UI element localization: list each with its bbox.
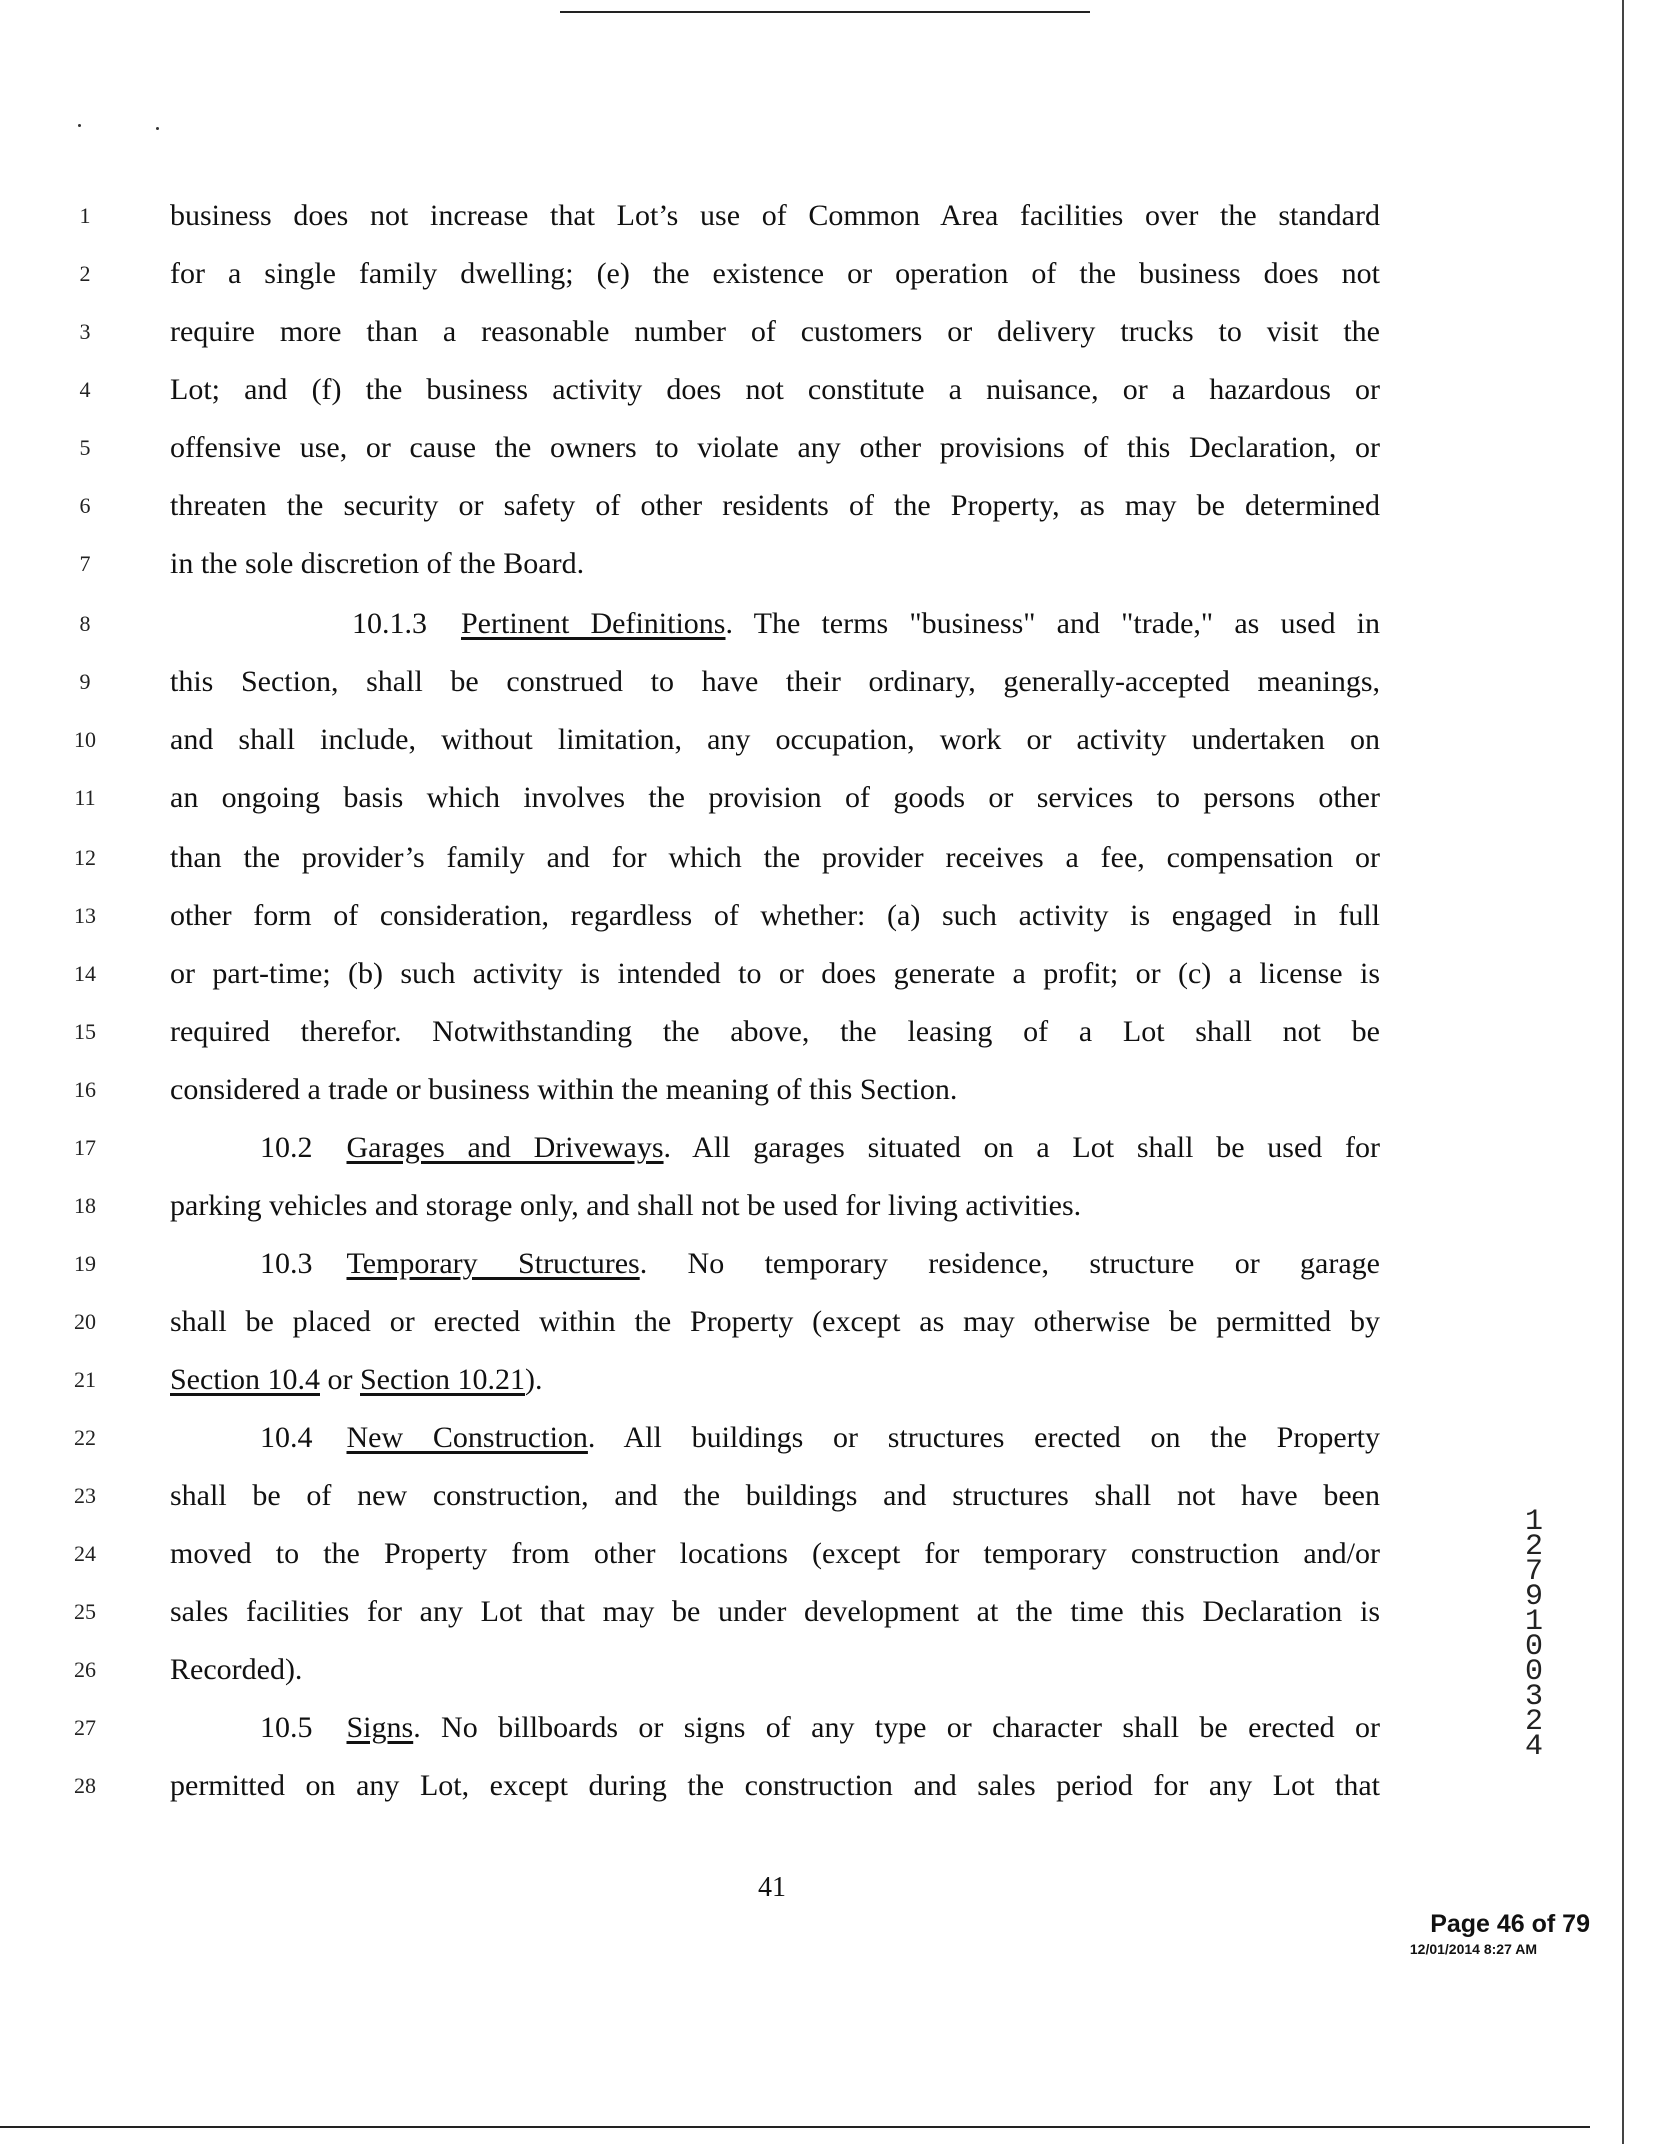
section-title: Pertinent Definitions [461, 607, 726, 640]
line-number: 19 [74, 1251, 96, 1276]
body-line: Recorded). [170, 1653, 303, 1686]
line-number: 20 [74, 1309, 96, 1334]
section-number: 10.1.3 [352, 607, 427, 640]
body-text: or [320, 1363, 360, 1396]
body-line: shall be of new construction, and the buildings and structures shall not have been [170, 1479, 1380, 1512]
section-title: Garages and Driveways [346, 1131, 664, 1164]
scan-speck [156, 127, 159, 130]
section-title: Temporary Structures [346, 1247, 640, 1280]
body-line: moved to the Property from other locations (except for temporary construction and/or [170, 1537, 1380, 1570]
body-line: require more than a reasonable number of customers or delivery trucks to visit the [170, 315, 1380, 348]
line-number: 10 [74, 727, 96, 752]
line-number: 25 [74, 1599, 96, 1624]
line-number: 23 [74, 1483, 96, 1508]
line-number: 26 [74, 1657, 96, 1682]
line-number: 9 [79, 669, 91, 694]
section-title: New Construction [346, 1421, 588, 1454]
body-line: permitted on any Lot, except during the construction and sales period for any Lot that [170, 1769, 1380, 1802]
body-line: threaten the security or safety of other residents of the Property, as may be determined [170, 489, 1380, 522]
line-number: 21 [74, 1367, 96, 1392]
section-10-21-reference: Section 10.21 [360, 1363, 525, 1396]
line-number: 3 [79, 319, 91, 344]
line-number: 11 [74, 785, 96, 810]
line-number: 24 [74, 1541, 96, 1566]
body-line: offensive use, or cause the owners to violate any other provisions of this Declaration, or [170, 431, 1380, 464]
section-10-5-heading-line [170, 1708, 1380, 1748]
bottom-rule [0, 2126, 1590, 2128]
body-text: . No temporary residence, structure or garage [639, 1247, 1380, 1280]
line-number: 15 [74, 1019, 96, 1044]
body-text: . The terms "business" and "trade," as used in [725, 607, 1381, 640]
line-number: 27 [74, 1715, 96, 1740]
body-text: . All buildings or structures erected on the Property [587, 1421, 1380, 1454]
page-number: 41 [758, 1872, 786, 1903]
section-10-1-3-heading-line [170, 604, 1380, 644]
body-line: and shall include, without limitation, any occupation, work or activity undertaken on [170, 723, 1380, 756]
section-number: 10.3 [260, 1247, 313, 1280]
section-10-3-heading-line [170, 1244, 1380, 1284]
body-text: . No billboards or signs of any type or character shall be erected or [413, 1711, 1380, 1744]
top-rule [560, 11, 1090, 13]
body-line: business does not increase that Lot’s use of Common Area facilities over the standard [170, 199, 1380, 232]
line-number: 2 [79, 261, 91, 286]
body-line: considered a trade or business within the meaning of this Section. [170, 1073, 958, 1106]
line-number: 16 [74, 1077, 96, 1102]
page-count-stamp: Page 46 of 79 [1430, 1910, 1590, 1938]
section-10-4-heading-line [170, 1418, 1380, 1458]
body-line: parking vehicles and storage only, and shall not be used for living activities. [170, 1189, 1082, 1222]
body-line: an ongoing basis which involves the provision of goods or services to persons other [170, 781, 1380, 814]
line-number: 13 [74, 903, 96, 928]
section-number: 10.2 [260, 1131, 313, 1164]
section-10-2-heading-line [170, 1128, 1380, 1168]
body-line-references [170, 1360, 1380, 1400]
line-number: 12 [74, 845, 96, 870]
body-line: for a single family dwelling; (e) the existence or operation of the business does not [170, 257, 1380, 290]
line-number: 7 [79, 551, 91, 576]
line-number: 17 [74, 1135, 96, 1160]
line-number: 14 [74, 961, 96, 986]
line-number: 22 [74, 1425, 96, 1450]
section-10-4-reference: Section 10.4 [170, 1363, 320, 1396]
body-line: shall be placed or erected within the Property (except as may otherwise be permitted by [170, 1305, 1380, 1338]
body-line: sales facilities for any Lot that may be under development at the time this Declaration is [170, 1595, 1380, 1628]
body-line: than the provider’s family and for which the provider receives a fee, compensation or [170, 841, 1380, 874]
body-text: ). [525, 1363, 543, 1396]
document-id-stamp: 1279100324 [1524, 1505, 1543, 1764]
scan-speck [78, 124, 81, 127]
line-number: 5 [79, 435, 91, 460]
body-line: in the sole discretion of the Board. [170, 547, 585, 580]
body-line: required therefor. Notwithstanding the above, the leasing of a Lot shall not be [170, 1015, 1380, 1048]
recording-timestamp: 12/01/2014 8:27 AM [1409, 1941, 1537, 1957]
section-number: 10.5 [260, 1711, 313, 1744]
line-number: 4 [79, 377, 91, 402]
line-number: 8 [79, 611, 91, 636]
right-edge-rule [1622, 0, 1624, 2144]
body-line: other form of consideration, regardless of whether: (a) such activity is engaged in full [170, 899, 1380, 932]
section-number: 10.4 [260, 1421, 313, 1454]
line-number: 28 [74, 1773, 96, 1798]
section-title: Signs [346, 1711, 414, 1744]
body-text: . All garages situated on a Lot shall be used for [663, 1131, 1380, 1164]
line-number: 1 [79, 203, 91, 228]
body-line: Lot; and (f) the business activity does not constitute a nuisance, or a hazardous or [170, 373, 1380, 406]
line-number: 18 [74, 1193, 96, 1218]
line-number: 6 [79, 493, 91, 518]
body-line: this Section, shall be construed to have their ordinary, generally-accepted meanings, [170, 665, 1380, 698]
body-line: or part-time; (b) such activity is intended to or does generate a profit; or (c) a license is [170, 957, 1380, 990]
